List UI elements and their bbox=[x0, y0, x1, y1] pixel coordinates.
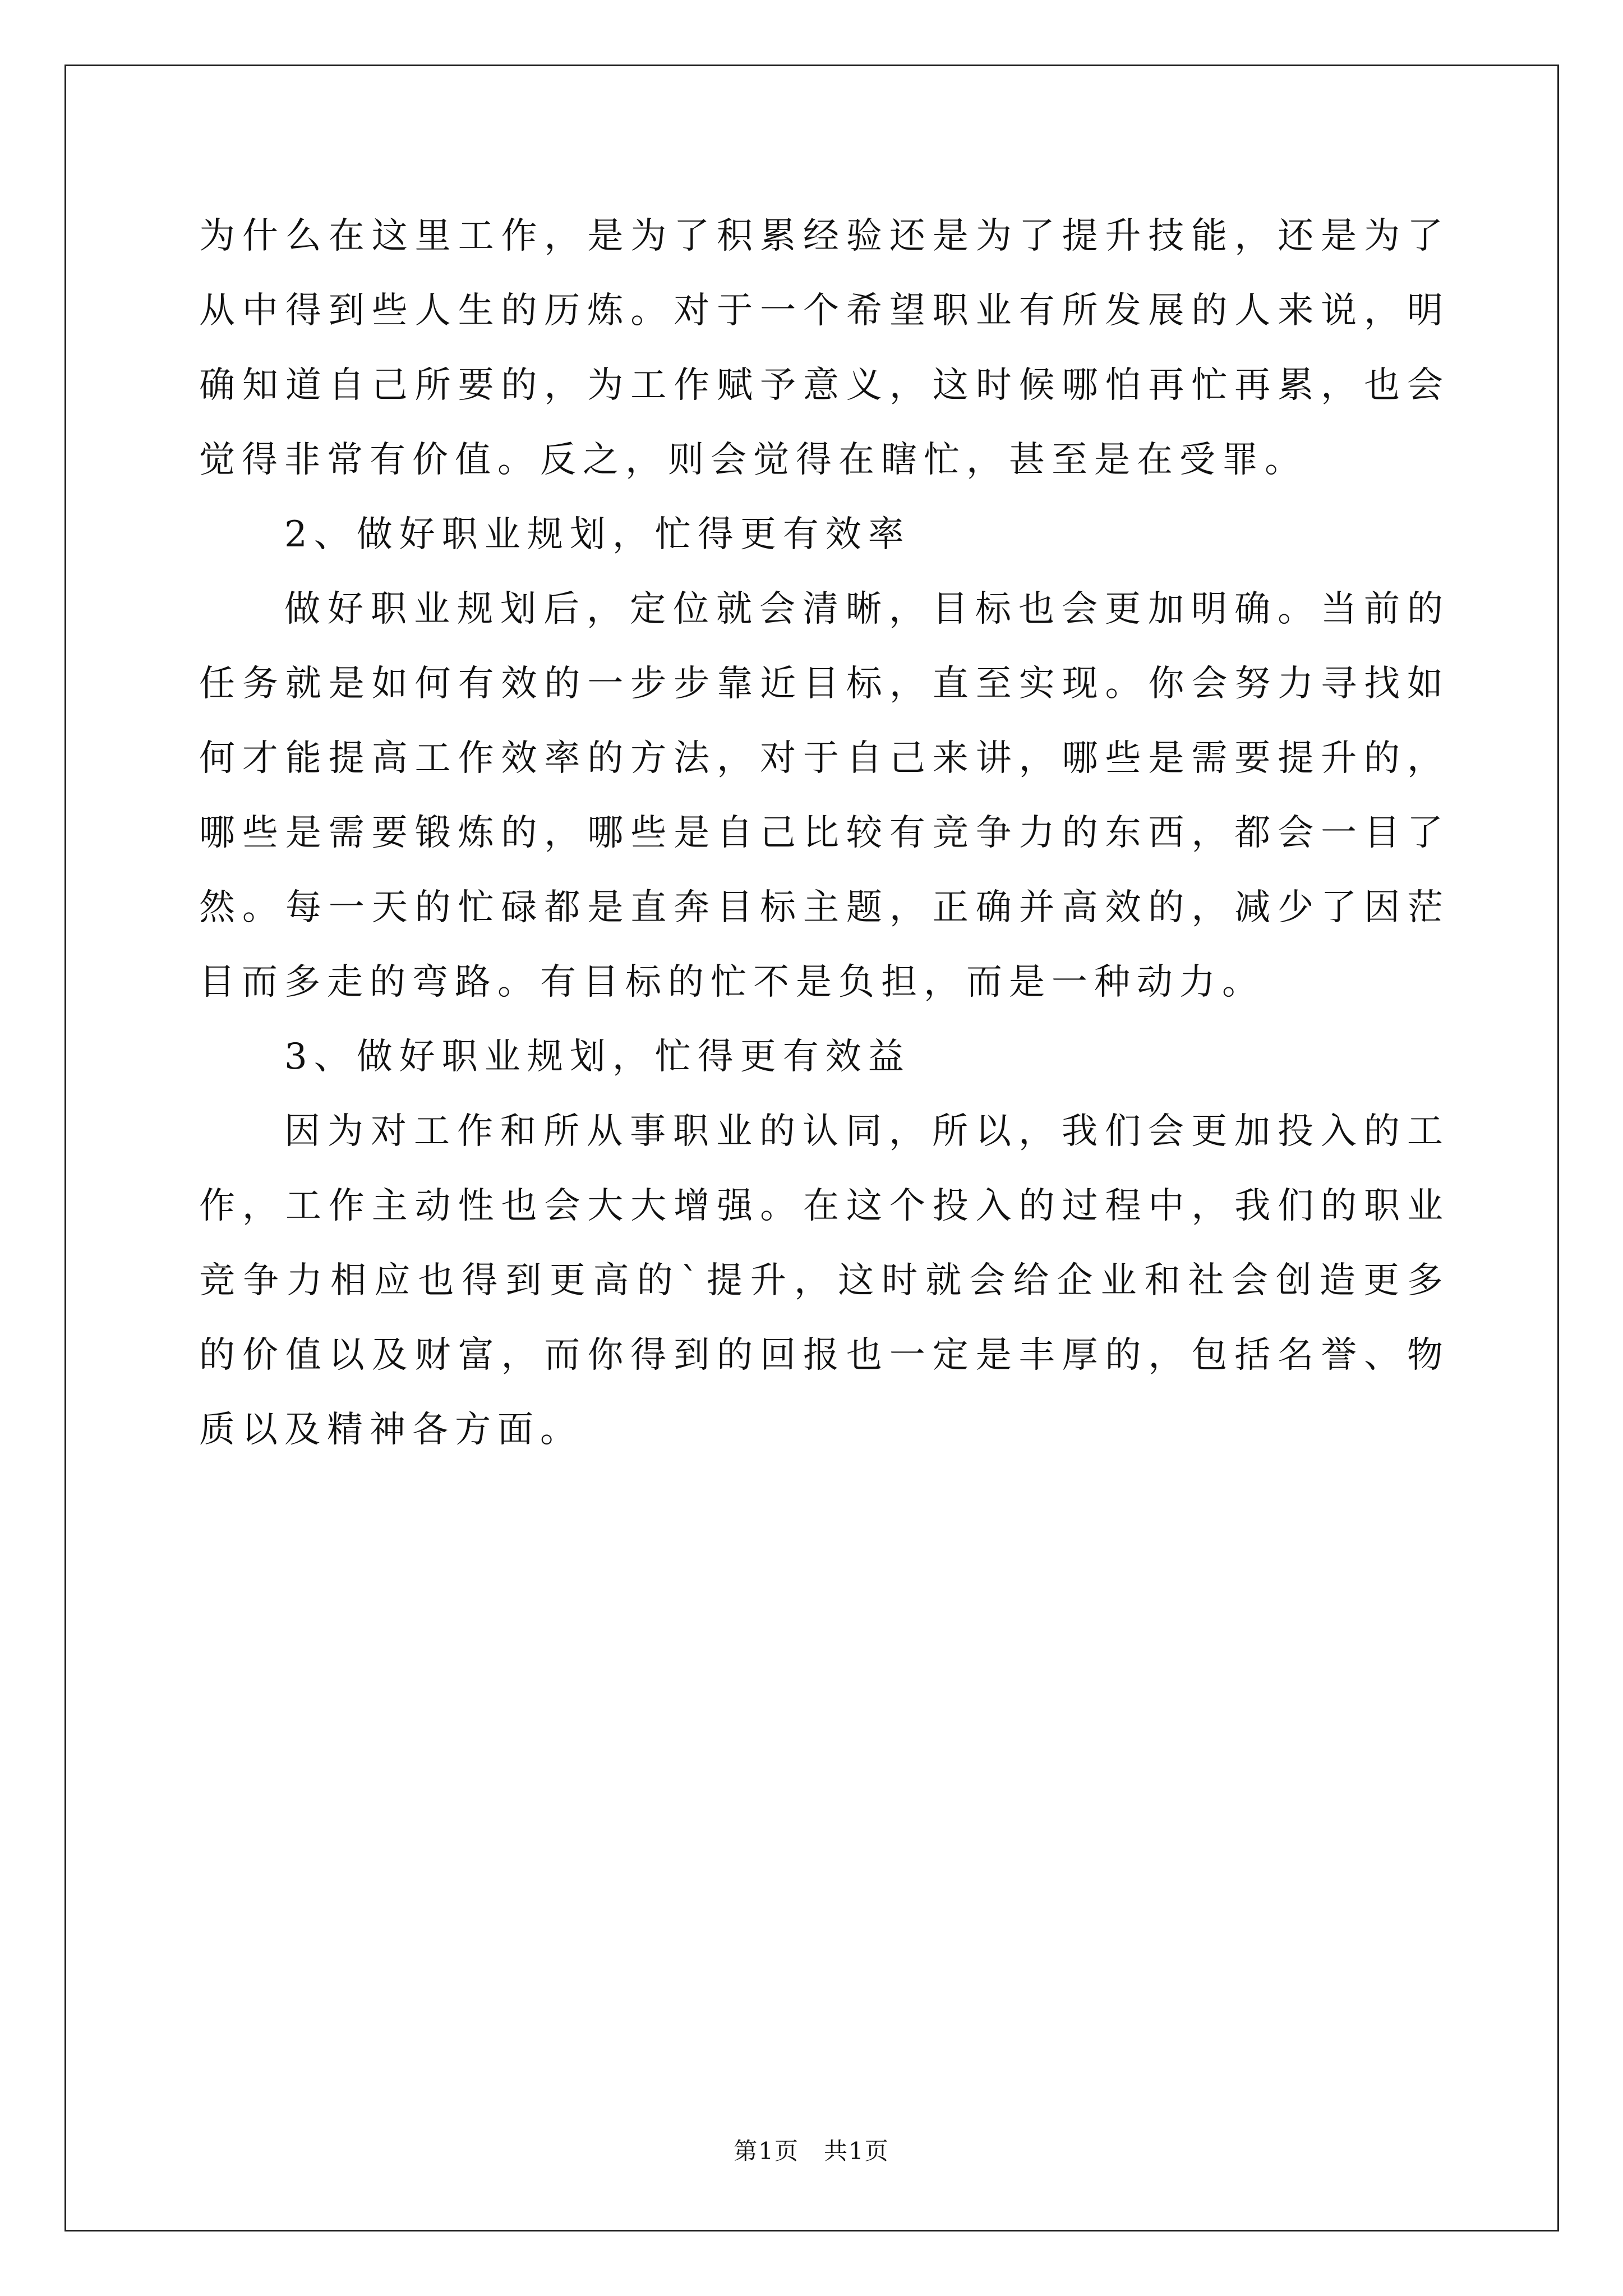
section-heading-benefit: 3、做好职业规划，忙得更有效益 bbox=[284, 1036, 911, 1078]
paragraph-benefit: 因为对工作和所从事职业的认同，所以，我们会更加投入的工作，工作主动性也会大大增强。在这个投入的过程中，我们的职业竞争力相应也得到更高的`提升，这时就会给企业和社会创造更多的价值以及财富，而你得到的回报也一定是丰厚的，包括名誉、物质以及精神各方面。 bbox=[199, 1111, 1450, 1451]
section-heading-efficiency: 2、做好职业规划，忙得更有效率 bbox=[284, 514, 911, 555]
page-number-footer: 第1页 共1页 bbox=[734, 2137, 889, 2165]
paragraph-efficiency: 做好职业规划后，定位就会清晰，目标也会更加明确。当前的任务就是如何有效的一步步靠近目标，直至实现。你会努力寻找如何才能提高工作效率的方法，对于自己来讲，哪些是需要提升的，哪些是需要锻炼的，哪些是自己比较有竞争力的东西，都会一目了然。每一天的忙碌都是直奔目标主题，正确并高效的，减少了因茫目而多走的弯路。有目标的忙不是负担，而是一种动力。 bbox=[199, 588, 1450, 1003]
paragraph-intro: 为什么在这里工作，是为了积累经验还是为了提升技能，还是为了从中得到些人生的历炼。对于一个希望职业有所发展的人来说，明确知道自己所要的，为工作赋予意义，这时候哪怕再忙再累，也会觉得非常有价值。反之，则会觉得在瞎忙，甚至是在受罪。 bbox=[199, 215, 1450, 481]
document-body bbox=[199, 199, 1450, 1467]
